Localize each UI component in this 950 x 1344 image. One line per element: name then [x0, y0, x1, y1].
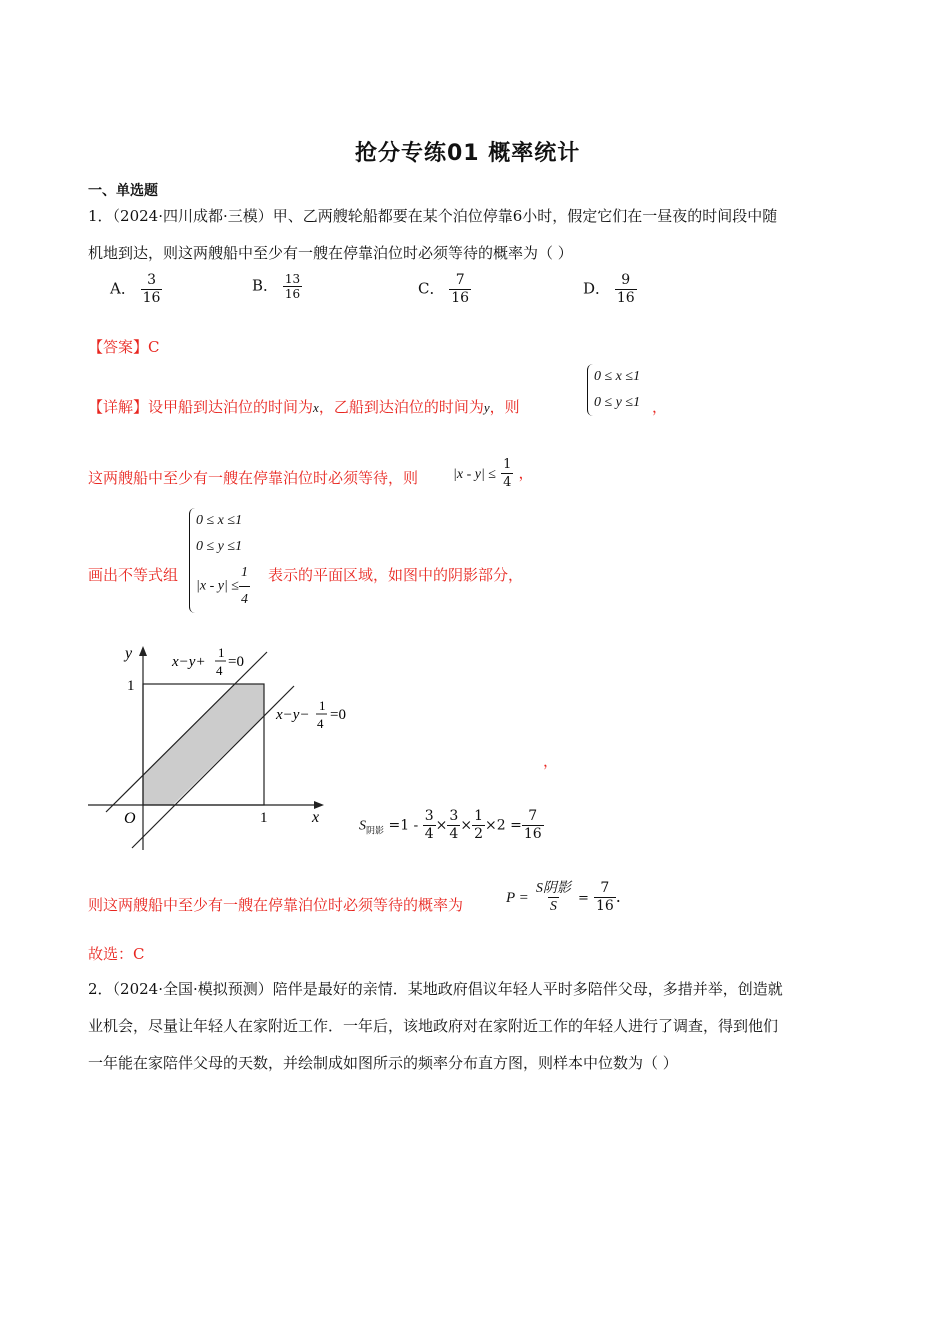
- upper-line-label: x−y+: [172, 654, 206, 670]
- final-formula: P = $\frac{\text{S阴影}}{S}$ = $\frac{7}{16}$ .: [506, 880, 621, 914]
- option-b-fraction: $\frac{13}{16}$: [284, 272, 301, 301]
- upper-frac-num: 1: [218, 645, 225, 660]
- option-d[interactable]: D． $\frac{9}{16}$: [583, 272, 635, 306]
- detail-line-1: 【详解】设甲船到达泊位的时间为x，乙船到达泊位的时间为y，则: [88, 398, 520, 416]
- lower-frac-num: 1: [319, 698, 326, 713]
- region-figure: [80, 640, 370, 855]
- y-axis-arrow: [139, 646, 147, 656]
- detail-comma: ，: [652, 398, 668, 416]
- answer: 【答案】C: [88, 338, 160, 356]
- option-d-fraction: $\frac{9}{16}$: [616, 272, 635, 306]
- option-c[interactable]: C． $\frac{7}{16}$: [418, 272, 470, 306]
- question-text: （2024·全国·模拟预测）陪伴是最好的亲情．某地政府倡议年轻人平时多陪伴父母，多措并举，创造就: [112, 980, 783, 998]
- page-title: 抢分专练01 概率统计: [355, 141, 581, 166]
- conclusion: 故选：C: [88, 945, 145, 963]
- label-y-1: 1: [127, 678, 135, 694]
- label-x: x: [312, 809, 320, 826]
- option-b[interactable]: B． $\frac{13}{16}$: [252, 272, 301, 301]
- option-c-fraction: $\frac{7}{16}$: [451, 272, 470, 306]
- question-1-line-2: 机地到达，则这两艘船中至少有一艘在停靠泊位时必须等待的概率为（ ）: [88, 244, 573, 262]
- detail-line-3b: 表示的平面区域，如图中的阴影部分，: [268, 566, 524, 584]
- detail-line-2: 这两艘船中至少有一艘在停靠泊位时必须等待，则: [88, 469, 419, 487]
- upper-eq-zero: =0: [228, 654, 244, 670]
- upper-frac-den: 4: [216, 663, 223, 678]
- x-axis-arrow: [314, 801, 324, 809]
- question-number: 1．: [88, 207, 113, 225]
- final-line: 则这两艘船中至少有一艘在停靠泊位时必须等待的概率为: [88, 896, 464, 914]
- inequality-system-1: 0 ≤ x ≤1 0 ≤ y ≤1: [587, 364, 640, 416]
- section-heading: 一、单选题: [88, 183, 158, 199]
- lower-line-label: x−y−: [276, 707, 310, 723]
- area-formula: $S_{阴影} =1$ - $\frac{3}{4}$ × $\frac{3}{4}$ × $\frac{1}{2}$ ×2 = $\frac{7}{16}$: [359, 808, 542, 842]
- stray-comma: ，: [543, 752, 559, 770]
- shaded-region: [143, 684, 264, 805]
- inequality-system-2: 0 ≤ x ≤1 0 ≤ y ≤1 |x - y| ≤ $\frac{1}{4}$: [189, 508, 250, 613]
- question-number: 2．: [88, 980, 113, 998]
- lower-frac-den: 4: [317, 716, 324, 731]
- question-2-line-2: 业机会，尽量让年轻人在家附近工作．一年后，该地政府对在家附近工作的年轻人进行了调查，得到他们: [88, 1017, 779, 1035]
- option-a[interactable]: A． $\frac{3}{16}$: [110, 272, 161, 306]
- detail-line-3: 画出不等式组: [88, 566, 179, 584]
- abs-inequality: |x - y| ≤ $\frac{1}{4}$ ，: [453, 457, 534, 490]
- question-text: （2024·四川成都·三模）甲、乙两艘轮船都要在某个泊位停靠6小时，假定它们在一昼夜的时间段中随: [112, 207, 778, 225]
- lower-eq-zero: =0: [330, 707, 346, 723]
- question-2-line-3: 一年能在家陪伴父母的天数，并绘制成如图所示的频率分布直方图，则样本中位数为（ ）: [88, 1054, 678, 1072]
- label-origin: O: [124, 810, 136, 827]
- label-x-1: 1: [260, 810, 268, 826]
- label-y: y: [125, 645, 133, 662]
- option-a-fraction: $\frac{3}{16}$: [142, 272, 161, 306]
- question-2-line-1: [88, 978, 783, 999]
- question-1-line-1: [88, 205, 777, 226]
